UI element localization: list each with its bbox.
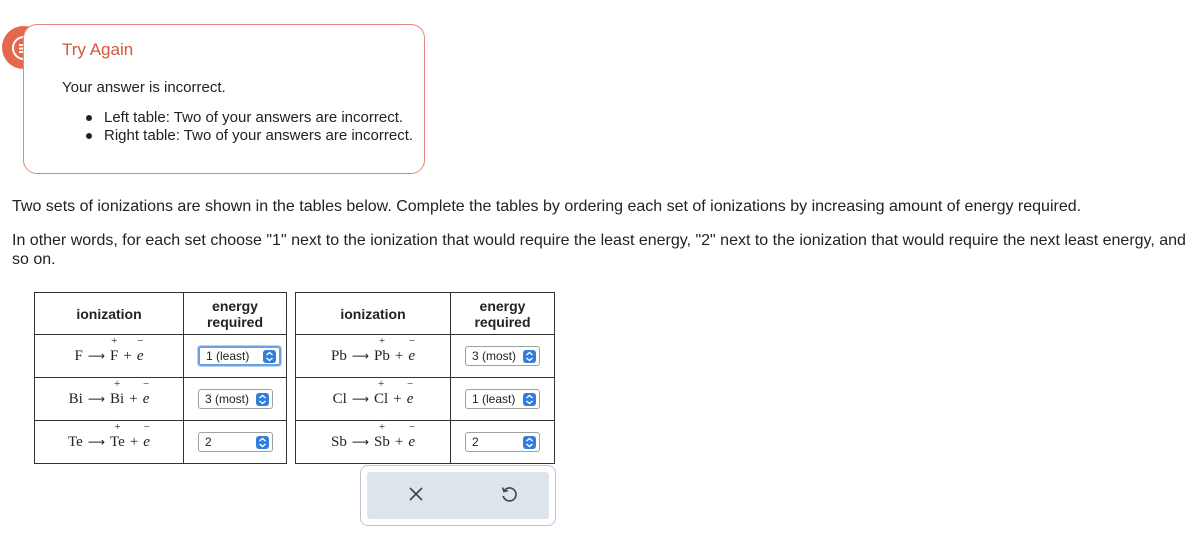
instructions-line-1: Two sets of ionizations are shown in the tables below. Complete the tables by ordering each set of ionizations by increasing amount of energy required. — [12, 198, 1082, 215]
arrow-icon: ⟶ — [87, 348, 106, 363]
table-row — [35, 421, 287, 464]
arrow-icon: ⟶ — [351, 348, 370, 363]
chevron-up-down-icon — [263, 350, 276, 363]
action-panel — [360, 465, 556, 526]
energy-order-select[interactable]: 3 (most) — [465, 346, 540, 366]
ionization-header: ionization — [35, 293, 184, 335]
energy-order-select[interactable]: 3 (most) — [198, 389, 273, 409]
arrow-icon: ⟶ — [87, 434, 106, 449]
energy-order-select[interactable]: 2 — [465, 432, 540, 452]
ionization-equation: Sb ⟶ Sb + + e − — [296, 421, 451, 464]
arrow-icon: ⟶ — [87, 391, 106, 406]
feedback-list — [82, 109, 413, 145]
chevron-up-down-icon — [523, 436, 536, 449]
ionization-equation: Cl ⟶ Cl + + e − — [296, 378, 451, 421]
feedback-item: Left table: Two of your answers are incorrect. — [82, 109, 413, 127]
instructions-line-2: In other words, for each set choose "1" next to the ionization that would require the least energy, "2" next to the ionization that would require the next least energy, and so on. — [12, 232, 1186, 268]
energy-required-header: energy required — [184, 293, 287, 335]
arrow-icon: ⟶ — [351, 434, 370, 449]
ionization-equation: Te ⟶ Te + + e − — [35, 421, 184, 464]
energy-order-select[interactable]: 1 (least) — [198, 346, 281, 366]
clear-button[interactable] — [401, 479, 431, 509]
arrow-icon: ⟶ — [351, 391, 370, 406]
feedback-title: Try Again — [62, 40, 134, 59]
chevron-up-down-icon — [523, 393, 536, 406]
reset-button[interactable] — [494, 479, 524, 509]
ionization-equation: Pb ⟶ Pb + + e − — [296, 335, 451, 378]
ionization-equation: Bi ⟶ Bi + + e − — [35, 378, 184, 421]
chevron-up-down-icon — [523, 350, 536, 363]
energy-order-select[interactable]: 1 (least) — [465, 389, 540, 409]
table-row — [35, 378, 287, 421]
table-row — [35, 335, 287, 378]
feedback-item: Right table: Two of your answers are incorrect. — [82, 127, 413, 145]
feedback-message: Your answer is incorrect. — [62, 79, 226, 96]
table-row — [296, 421, 555, 464]
right-ionization-table — [295, 292, 555, 464]
ionization-equation: F ⟶ F + + e − — [35, 335, 184, 378]
left-ionization-table — [34, 292, 287, 464]
feedback-panel — [23, 24, 425, 174]
undo-icon — [500, 485, 518, 503]
x-icon — [408, 486, 424, 502]
ionization-header: ionization — [296, 293, 451, 335]
energy-order-select[interactable]: 2 — [198, 432, 273, 452]
energy-required-header: energy required — [451, 293, 555, 335]
table-row — [296, 335, 555, 378]
chevron-up-down-icon — [256, 436, 269, 449]
chevron-up-down-icon — [256, 393, 269, 406]
table-row — [296, 378, 555, 421]
